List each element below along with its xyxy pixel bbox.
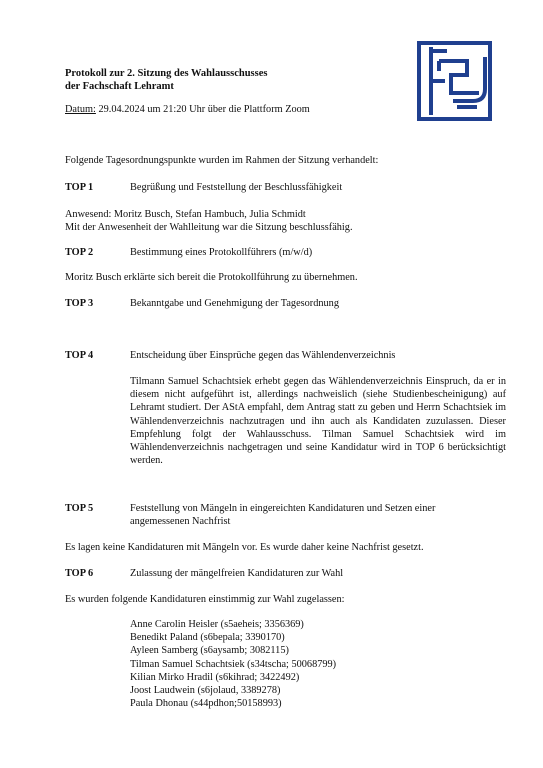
top6-label: TOP 6 <box>65 568 94 579</box>
top5-text: Es lagen keine Kandidaturen mit Mängeln vor. Es wurde daher keine Nachfrist gesetzt. <box>65 542 424 553</box>
top4-label: TOP 4 <box>65 350 94 361</box>
top1-title: Begrüßung und Feststellung der Beschlussfähigkeit <box>130 182 343 193</box>
candidate-item: Anne Carolin Heisler (s5aeheis; 3356369) <box>130 619 304 630</box>
top1-attendees: Anwesend: Moritz Busch, Stefan Hambuch, Julia Schmidt <box>65 209 306 220</box>
candidate-item: Ayleen Samberg (s6aysamb; 3082115) <box>130 645 289 657</box>
top1-quorum: Mit der Anwesenheit der Wahlleitung war die Sitzung beschlussfähig. <box>65 222 353 233</box>
candidate-item: Paula Dhonau (s44pdhon;50158993) <box>130 698 282 710</box>
intro-text: Folgende Tagesordnungspunkte wurden im Rahmen der Sitzung verhandelt: <box>65 155 379 166</box>
top2-label: TOP 2 <box>65 247 94 258</box>
title-line-2: der Fachschaft Lehramt <box>65 81 174 92</box>
top4-text: Tilmann Samuel Schachtsiek erhebt gegen das Wählendenverzeichnis Einspruch, da er in diesem nicht aufgeführt ist, allerdings nachweislich (siehe Studienbescheinigung) auf Lehramt studiert. Der AStA empfahl, dem Antrag statt zu geben und Herrn Schachtsiek im Wählendenverzeichnis nachzutragen und ihn auch als Kandidaten zuzulassen. Dieser Empfehlung folgt der Wahlausschuss. Tilman Samuel Schachtsiek wird im Wählendenverzeichnis nachgetragen und seine Kandidatur wird in TOP 6 berücksichtigt werden. <box>130 376 506 467</box>
top2-text: Moritz Busch erklärte sich bereit die Protokollführung zu übernehmen. <box>65 272 358 283</box>
top6-text: Es wurden folgende Kandidaturen einstimmig zur Wahl zugelassen: <box>65 594 345 605</box>
candidate-item: Tilman Samuel Schachtsiek (s34tscha; 50068799) <box>130 658 337 670</box>
candidate-list <box>130 618 336 710</box>
top5-title-line-2: angemessenen Nachfrist <box>130 516 231 527</box>
top3-title: Bekanntgabe und Genehmigung der Tagesordnung <box>130 298 339 309</box>
date-value: 29.04.2024 um 21:20 Uhr über die Plattform Zoom <box>95 104 310 115</box>
top1-label: TOP 1 <box>65 182 94 193</box>
title-line-1: Protokoll zur 2. Sitzung des Wahlausschusses <box>65 68 268 79</box>
top2-title: Bestimmung eines Protokollführers (m/w/d) <box>130 247 313 258</box>
document-title <box>65 67 267 93</box>
date-label: Datum: <box>65 104 96 115</box>
top6-title: Zulassung der mängelfreien Kandidaturen zur Wahl <box>130 568 344 579</box>
candidate-item: Joost Laudwein (s6jolaud, 3389278) <box>130 685 281 697</box>
candidate-item: Kilian Mirko Hradil (s6kihrad; 3422492) <box>130 671 300 683</box>
candidate-item: Benedikt Paland (s6bepala; 3390170) <box>130 632 285 644</box>
top3-label: TOP 3 <box>65 298 94 309</box>
top5-title-line-1: Feststellung von Mängeln in eingereichten Kandidaturen und Setzen einer <box>130 503 436 514</box>
date-line <box>65 103 310 116</box>
top4-title: Entscheidung über Einsprüche gegen das Wählendenverzeichnis <box>130 350 396 361</box>
top5-label: TOP 5 <box>65 503 94 514</box>
fachschaft-logo <box>417 41 492 121</box>
